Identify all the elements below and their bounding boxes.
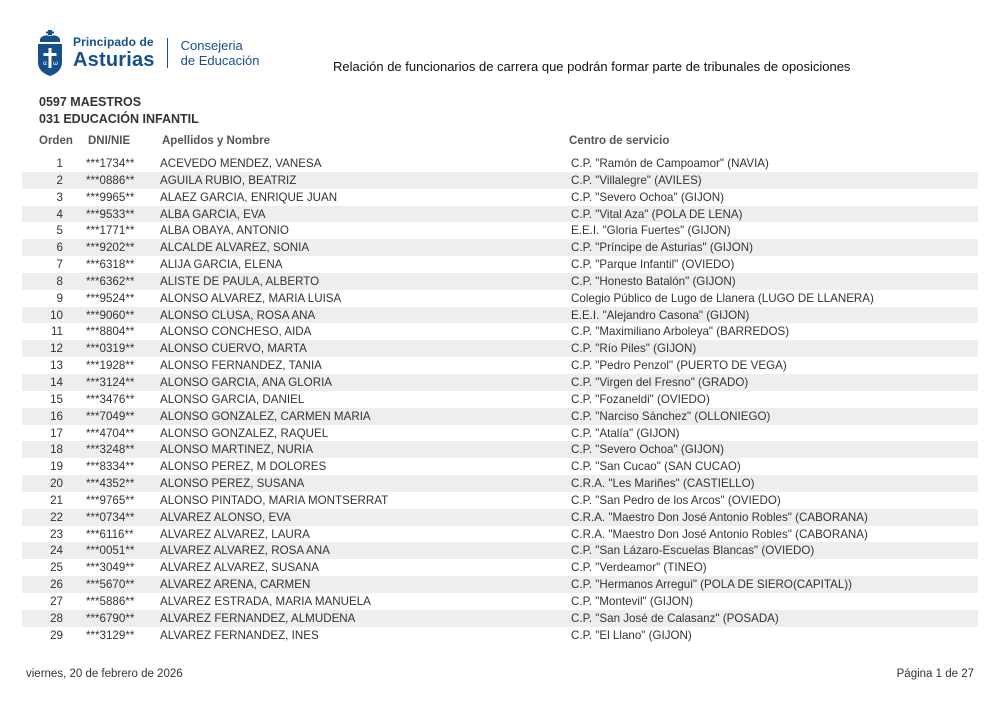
cell-orden: 2 bbox=[56, 173, 63, 187]
cell-centro: C.P. "Virgen del Fresno" (GRADO) bbox=[571, 375, 749, 389]
cell-centro: C.R.A. "Les Mariñes" (CASTIELLO) bbox=[571, 477, 755, 491]
cell-centro: C.P. "El Llano" (GIJON) bbox=[571, 628, 692, 642]
organization-logo bbox=[37, 30, 259, 76]
cell-dni: ***6790** bbox=[86, 611, 135, 625]
table-row bbox=[22, 559, 978, 576]
cell-dni: ***7049** bbox=[86, 409, 135, 423]
cell-nombre: ALONSO GARCIA, ANA GLORIA bbox=[160, 375, 333, 389]
cell-dni: ***9060** bbox=[86, 308, 135, 322]
cell-nombre: ALONSO FERNANDEZ, TANIA bbox=[160, 359, 322, 373]
cell-centro: C.P. "Verdeamor" (TINEO) bbox=[571, 561, 707, 575]
table-row bbox=[22, 222, 978, 239]
cell-nombre: ALVAREZ FERNANDEZ, ALMUDENA bbox=[160, 611, 356, 625]
cell-dni: ***5670** bbox=[86, 578, 135, 592]
table-row bbox=[22, 610, 978, 627]
cell-orden: 9 bbox=[56, 291, 63, 305]
cell-centro: C.R.A. "Maestro Don José Antonio Robles" (CABORANA) bbox=[571, 510, 868, 524]
cell-dni: ***1734** bbox=[86, 157, 135, 170]
column-header-centro: Centro de servicio bbox=[569, 135, 670, 147]
cell-orden: 16 bbox=[50, 409, 63, 423]
cell-nombre: ALIJA GARCIA, ELENA bbox=[160, 258, 283, 272]
cell-dni: ***3129** bbox=[86, 628, 135, 642]
cell-orden: 5 bbox=[56, 224, 63, 238]
cell-orden: 17 bbox=[50, 426, 63, 440]
cell-dni: ***8334** bbox=[86, 460, 135, 474]
logo-asturias-text: Asturias bbox=[73, 49, 155, 71]
cell-dni: ***9533** bbox=[86, 207, 135, 221]
column-header-dni: DNI/NIE bbox=[88, 135, 131, 147]
cell-nombre: ACEVEDO MENDEZ, VANESA bbox=[160, 157, 322, 170]
cell-nombre: ALONSO GARCIA, DANIEL bbox=[160, 392, 305, 406]
cell-nombre: ALBA OBAYA, ANTONIO bbox=[160, 224, 289, 238]
table-row bbox=[22, 172, 978, 189]
cell-centro: C.P. "Maximiliano Arboleya" (BARREDOS) bbox=[571, 325, 790, 339]
cell-dni: ***3248** bbox=[86, 443, 135, 457]
cell-centro: C.P. "Severo Ochoa" (GIJON) bbox=[571, 443, 724, 457]
table-row bbox=[22, 189, 978, 206]
logo-divider bbox=[167, 38, 168, 68]
cell-centro: C.P. "Severo Ochoa" (GIJON) bbox=[571, 190, 724, 204]
cell-dni: ***8804** bbox=[86, 325, 135, 339]
cell-orden: 8 bbox=[56, 274, 63, 288]
table-row bbox=[22, 492, 978, 509]
cell-nombre: ALONSO MARTINEZ, NURIA bbox=[160, 443, 314, 457]
cell-nombre: ALAEZ GARCIA, ENRIQUE JUAN bbox=[160, 190, 338, 204]
cell-nombre: ALONSO PINTADO, MARIA MONTSERRAT bbox=[160, 493, 389, 507]
cell-centro: C.P. "Montevil" (GIJON) bbox=[571, 594, 694, 608]
cell-centro: C.P. "Villalegre" (AVILES) bbox=[571, 173, 702, 187]
cell-orden: 24 bbox=[50, 544, 63, 558]
cell-centro: C.P. "Vital Aza" (POLA DE LENA) bbox=[571, 207, 743, 221]
cell-dni: ***0734** bbox=[86, 510, 135, 524]
cell-orden: 14 bbox=[50, 375, 63, 389]
cell-centro: C.P. "Fozaneldi" (OVIEDO) bbox=[571, 392, 710, 406]
cell-dni: ***9524** bbox=[86, 291, 135, 305]
cell-nombre: ALVAREZ ESTRADA, MARIA MANUELA bbox=[160, 594, 371, 608]
asturias-crest-icon bbox=[37, 30, 63, 76]
cell-nombre: ALONSO CLUSA, ROSA ANA bbox=[160, 308, 316, 322]
cell-orden: 15 bbox=[50, 392, 63, 406]
cell-orden: 25 bbox=[50, 561, 63, 575]
table-row bbox=[22, 374, 978, 391]
cell-nombre: ALONSO ALVAREZ, MARIA LUISA bbox=[160, 291, 342, 305]
cell-orden: 23 bbox=[50, 527, 63, 541]
cell-orden: 11 bbox=[50, 325, 63, 339]
cell-dni: ***9202** bbox=[86, 241, 135, 255]
cell-centro: C.P. "Príncipe de Asturias" (GIJON) bbox=[571, 241, 753, 255]
cell-nombre: ALVAREZ ALVAREZ, LAURA bbox=[160, 527, 310, 541]
cell-dni: ***1928** bbox=[86, 359, 135, 373]
cell-centro: C.P. "Narciso Sánchez" (OLLONIEGO) bbox=[571, 409, 771, 423]
table-row bbox=[22, 458, 978, 475]
cell-orden: 1 bbox=[56, 157, 63, 170]
cell-nombre: ALVAREZ FERNANDEZ, INES bbox=[160, 628, 319, 642]
cell-centro: C.P. "Atalía" (GIJON) bbox=[571, 426, 680, 440]
table-row bbox=[22, 155, 978, 172]
document-title: Relación de funcionarios de carrera que podrán formar parte de tribunales de oposiciones bbox=[333, 59, 851, 74]
table-row bbox=[22, 441, 978, 458]
cell-orden: 21 bbox=[50, 493, 63, 507]
cell-nombre: ALBA GARCIA, EVA bbox=[160, 207, 266, 221]
table-row bbox=[22, 340, 978, 357]
cell-orden: 28 bbox=[50, 611, 63, 625]
page-number: Página 1 de 27 bbox=[896, 668, 974, 680]
cell-dni: ***1771** bbox=[86, 224, 135, 238]
column-header-nombre: Apellidos y Nombre bbox=[162, 135, 270, 147]
cell-orden: 26 bbox=[50, 578, 63, 592]
table-row bbox=[22, 576, 978, 593]
table-row bbox=[22, 357, 978, 374]
table-row bbox=[22, 526, 978, 543]
cell-dni: ***9765** bbox=[86, 493, 135, 507]
cell-centro: C.P. "San Pedro de los Arcos" (OVIEDO) bbox=[571, 493, 781, 507]
cell-centro: C.P. "Honesto Batalón" (GIJON) bbox=[571, 274, 736, 288]
especialidad-heading: 031 EDUCACIÓN INFANTIL bbox=[39, 112, 199, 126]
cell-centro: E.E.I. "Gloria Fuertes" (GIJON) bbox=[571, 224, 731, 238]
cell-orden: 12 bbox=[50, 342, 63, 356]
cell-centro: C.P. "Río Piles" (GIJON) bbox=[571, 342, 697, 356]
cell-nombre: ALISTE DE PAULA, ALBERTO bbox=[160, 274, 320, 288]
cell-orden: 20 bbox=[50, 477, 63, 491]
cell-nombre: ALVAREZ ALVAREZ, ROSA ANA bbox=[160, 544, 330, 558]
table-row bbox=[22, 408, 978, 425]
cell-orden: 22 bbox=[50, 510, 63, 524]
cell-dni: ***9965** bbox=[86, 190, 135, 204]
table-row bbox=[22, 239, 978, 256]
cell-orden: 10 bbox=[50, 308, 63, 322]
column-header-orden: Orden bbox=[39, 135, 73, 147]
cell-dni: ***3124** bbox=[86, 375, 135, 389]
cell-centro: C.P. "San Cucao" (SAN CUCAO) bbox=[571, 460, 741, 474]
cell-orden: 13 bbox=[50, 359, 63, 373]
cell-nombre: ALONSO CONCHESO, AIDA bbox=[160, 325, 312, 339]
logo-educacion-text: de Educación bbox=[180, 53, 260, 68]
cell-dni: ***3049** bbox=[86, 561, 135, 575]
cell-dni: ***3476** bbox=[86, 392, 135, 406]
svg-text:α: α bbox=[43, 60, 47, 67]
table-row bbox=[22, 323, 978, 340]
table-row bbox=[22, 475, 978, 492]
cell-centro: C.P. "Ramón de Campoamor" (NAVIA) bbox=[571, 157, 769, 170]
cell-nombre: ALVAREZ ARENA, CARMEN bbox=[160, 578, 311, 592]
logo-principado-text: Principado de bbox=[73, 35, 154, 49]
cell-centro: E.E.I. "Alejandro Casona" (GIJON) bbox=[571, 308, 750, 322]
cuerpo-heading: 0597 MAESTROS bbox=[39, 95, 142, 109]
svg-text:ω: ω bbox=[53, 60, 59, 67]
cell-nombre: ALVAREZ ALONSO, EVA bbox=[160, 510, 291, 524]
cell-nombre: ALONSO GONZALEZ, RAQUEL bbox=[160, 426, 329, 440]
cell-dni: ***6362** bbox=[86, 274, 135, 288]
table-row bbox=[22, 256, 978, 273]
cell-centro: C.P. "San José de Calasanz" (POSADA) bbox=[571, 611, 779, 625]
cell-centro: Colegio Público de Lugo de Llanera (LUGO DE LLANERA) bbox=[571, 291, 874, 305]
cell-nombre: ALONSO GONZALEZ, CARMEN MARIA bbox=[160, 409, 371, 423]
cell-orden: 18 bbox=[50, 443, 63, 457]
cell-dni: ***0051** bbox=[86, 544, 135, 558]
cell-orden: 29 bbox=[50, 628, 63, 642]
table-row bbox=[22, 627, 978, 644]
cell-dni: ***6116** bbox=[86, 527, 134, 541]
cell-orden: 6 bbox=[56, 241, 63, 255]
cell-orden: 4 bbox=[56, 207, 63, 221]
logo-consejeria-text: Consejeria bbox=[180, 38, 243, 53]
table-row bbox=[22, 307, 978, 324]
cell-orden: 7 bbox=[56, 258, 63, 272]
table-row bbox=[22, 206, 978, 223]
cell-dni: ***5886** bbox=[86, 594, 135, 608]
cell-orden: 19 bbox=[50, 460, 63, 474]
cell-centro: C.R.A. "Maestro Don José Antonio Robles" (CABORANA) bbox=[571, 527, 868, 541]
table-row bbox=[22, 273, 978, 290]
cell-orden: 27 bbox=[50, 594, 63, 608]
cell-nombre: AGUILA RUBIO, BEATRIZ bbox=[160, 173, 297, 187]
cell-dni: ***0319** bbox=[86, 342, 135, 356]
table-row bbox=[22, 593, 978, 610]
table-row bbox=[22, 391, 978, 408]
cell-dni: ***0886** bbox=[86, 173, 135, 187]
footer-date: viernes, 20 de febrero de 2026 bbox=[26, 668, 183, 680]
cell-nombre: ALONSO PEREZ, SUSANA bbox=[160, 477, 305, 491]
cell-nombre: ALONSO CUERVO, MARTA bbox=[160, 342, 307, 356]
table-row bbox=[22, 425, 978, 442]
cell-dni: ***6318** bbox=[86, 258, 135, 272]
table-row bbox=[22, 509, 978, 526]
cell-centro: C.P. "Pedro Penzol" (PUERTO DE VEGA) bbox=[571, 359, 787, 373]
cell-nombre: ALCALDE ALVAREZ, SONIA bbox=[160, 241, 310, 255]
funcionarios-table bbox=[22, 155, 978, 643]
table-row bbox=[22, 542, 978, 559]
cell-orden: 3 bbox=[56, 190, 63, 204]
cell-centro: C.P. "Hermanos Arregui" (POLA DE SIERO(CAPITAL)) bbox=[571, 578, 852, 592]
cell-dni: ***4704** bbox=[86, 426, 135, 440]
table-row bbox=[22, 290, 978, 307]
cell-centro: C.P. "San Lázaro-Escuelas Blancas" (OVIEDO) bbox=[571, 544, 815, 558]
cell-nombre: ALONSO PEREZ, M DOLORES bbox=[160, 460, 327, 474]
cell-nombre: ALVAREZ ALVAREZ, SUSANA bbox=[160, 561, 319, 575]
cell-dni: ***4352** bbox=[86, 477, 135, 491]
cell-centro: C.P. "Parque Infantil" (OVIEDO) bbox=[571, 258, 735, 272]
